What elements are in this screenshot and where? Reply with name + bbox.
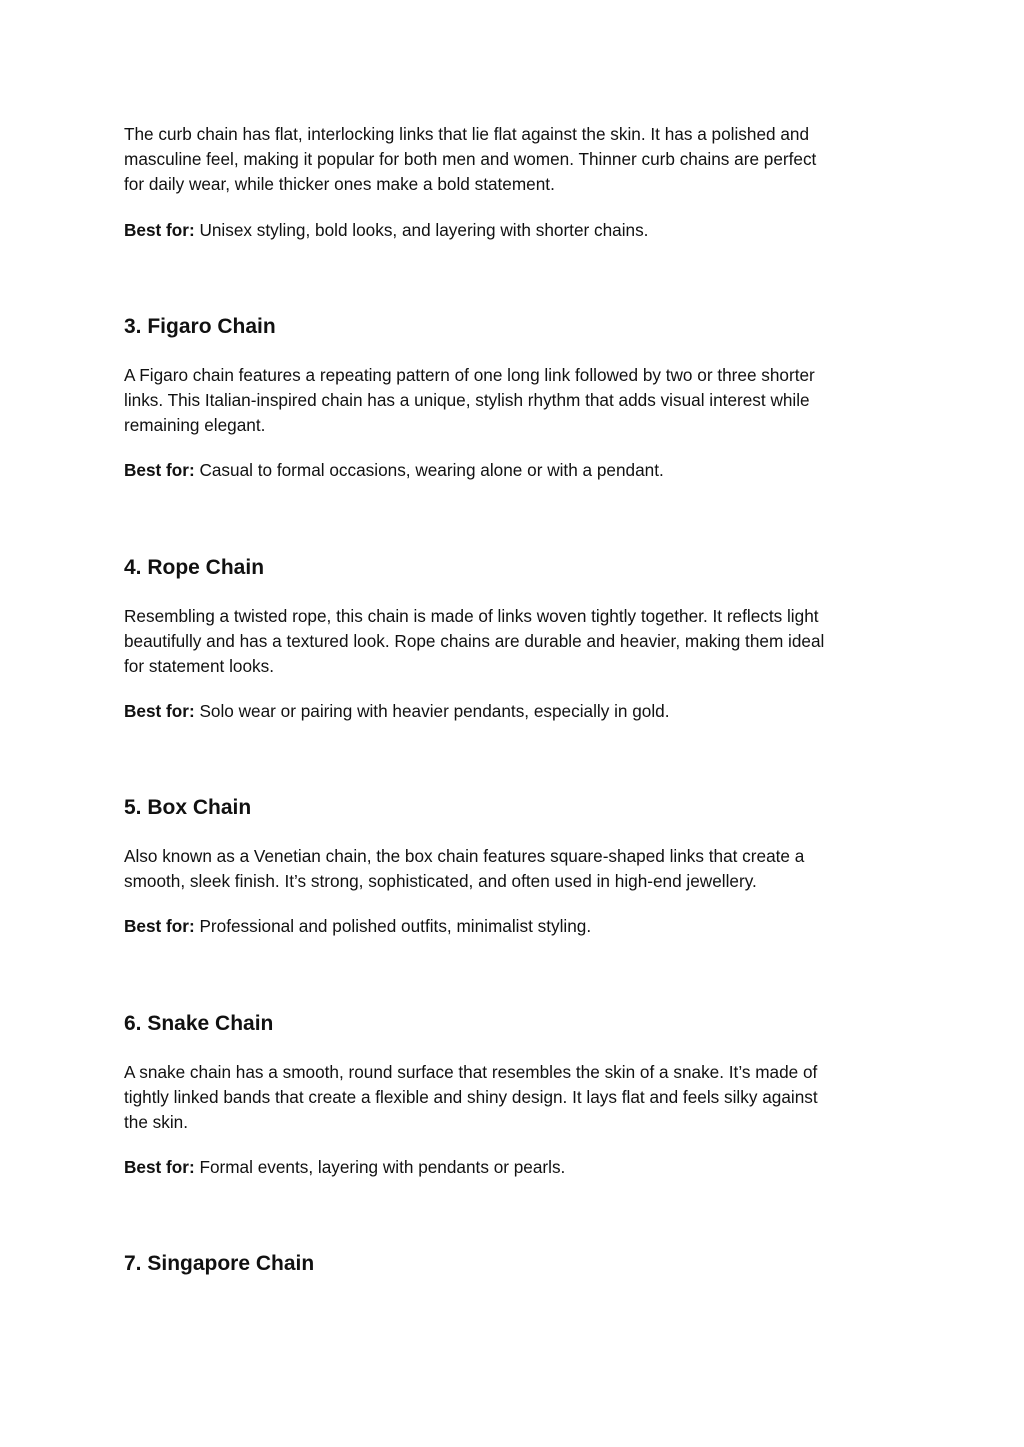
section-heading-figaro: 3. Figaro Chain bbox=[124, 315, 276, 338]
section-heading-rope: 4. Rope Chain bbox=[124, 556, 265, 579]
best-for-text: Unisex styling, bold looks, and layering with shorter chains. bbox=[194, 220, 649, 240]
box-chain-heading-block bbox=[124, 795, 904, 821]
box-chain-best-for bbox=[124, 914, 904, 939]
box-chain-section bbox=[124, 844, 904, 894]
figaro-chain-section bbox=[124, 363, 904, 438]
rope-chain-heading-block bbox=[124, 555, 904, 581]
box-chain-description: Also known as a Venetian chain, the box chain features square-shaped links that create a smooth, sleek finish. It’s strong, sophisticated, and often used in high-end jewellery. bbox=[124, 846, 805, 891]
curb-chain-section bbox=[124, 122, 904, 197]
figaro-chain-description: A Figaro chain features a repeating pattern of one long link followed by two or three shorter links. This Italian-inspired chain has a unique, stylish rhythm that adds visual interest while remaining elegant. bbox=[124, 365, 815, 435]
best-for-label: Best for: bbox=[124, 916, 195, 936]
best-for-label: Best for: bbox=[124, 1157, 195, 1177]
snake-chain-best-for bbox=[124, 1155, 904, 1180]
singapore-chain-heading-block bbox=[124, 1251, 904, 1277]
section-heading-box: 5. Box Chain bbox=[124, 796, 252, 819]
section-heading-snake: 6. Snake Chain bbox=[124, 1012, 274, 1035]
figaro-chain-best-for bbox=[124, 458, 904, 483]
snake-chain-heading-block bbox=[124, 1011, 904, 1037]
snake-chain-section bbox=[124, 1060, 904, 1135]
best-for-text: Professional and polished outfits, minimalist styling. bbox=[194, 916, 592, 936]
best-for-label: Best for: bbox=[124, 220, 195, 240]
figaro-chain-heading-block bbox=[124, 314, 904, 340]
best-for-text: Formal events, layering with pendants or pearls. bbox=[194, 1157, 566, 1177]
rope-chain-description: Resembling a twisted rope, this chain is made of links woven tightly together. It reflects light beautifully and has a textured look. Rope chains are durable and heavier, making them ideal for statement looks. bbox=[124, 606, 825, 676]
best-for-text: Solo wear or pairing with heavier pendants, especially in gold. bbox=[194, 701, 670, 721]
rope-chain-section bbox=[124, 604, 904, 679]
rope-chain-best-for bbox=[124, 699, 904, 724]
curb-chain-description: The curb chain has flat, interlocking links that lie flat against the skin. It has a polished and masculine feel, making it popular for both men and women. Thinner curb chains are perfect for daily wear, while thicker ones make a bold statement. bbox=[124, 124, 817, 194]
best-for-text: Casual to formal occasions, wearing alone or with a pendant. bbox=[194, 460, 664, 480]
snake-chain-description: A snake chain has a smooth, round surface that resembles the skin of a snake. It’s made of tightly linked bands that create a flexible and shiny design. It lays flat and feels silky against the skin. bbox=[124, 1062, 818, 1132]
section-heading-singapore: 7. Singapore Chain bbox=[124, 1252, 315, 1275]
best-for-label: Best for: bbox=[124, 701, 195, 721]
curb-chain-best-for bbox=[124, 218, 904, 243]
best-for-label: Best for: bbox=[124, 460, 195, 480]
